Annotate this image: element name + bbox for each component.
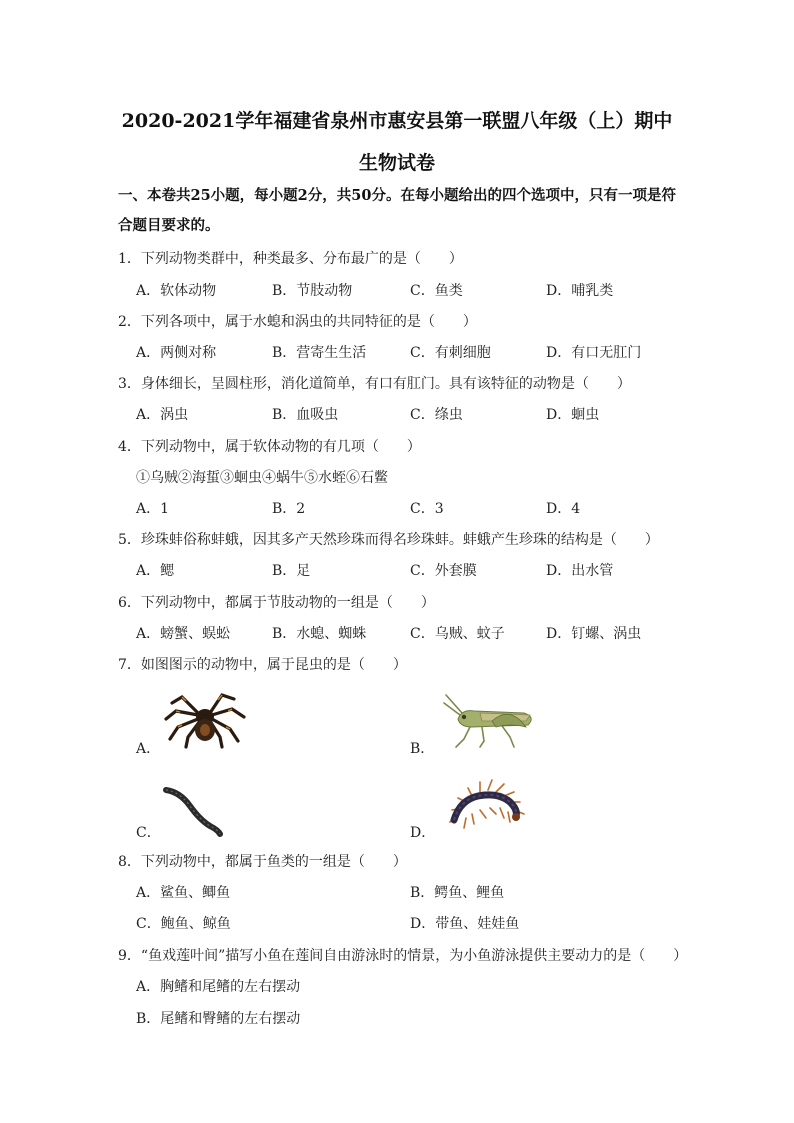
page-subtitle: 生物试卷 xyxy=(358,152,435,174)
question-1: 1．下列动物类群中，种类最多、分布最广的是（ ） xyxy=(118,251,463,267)
question-6: 6．下列动物中，都属于节肢动物的一组是（ ） xyxy=(118,595,435,611)
q2-option-d: D．有口无肛门 xyxy=(546,345,642,361)
q8-option-a: A．鲨鱼、鲫鱼 xyxy=(136,885,231,901)
q1-option-c: C．鱼类 xyxy=(410,283,463,299)
q9-option-a: A．胸鳍和尾鳍的左右摆动 xyxy=(136,979,301,995)
question-5: 5．珍珠蚌俗称蚌蛾，因其多产天然珍珠而得名珍珠蚌。蚌蛾产生珍珠的结构是（ ） xyxy=(118,532,659,548)
question-2: 2．下列各项中，属于水螅和涡虫的共同特征的是（ ） xyxy=(118,314,477,330)
q6-option-a: A．螃蟹、蜈蚣 xyxy=(136,626,231,642)
q4-option-a: A．1 xyxy=(136,501,170,517)
q1-option-b: B．节肢动物 xyxy=(272,283,353,299)
q8-option-d: D．带鱼、娃娃鱼 xyxy=(410,916,520,932)
worm-icon xyxy=(160,784,226,838)
q7-option-c: C． xyxy=(136,825,161,841)
q4-items: ①乌贼②海蜇③蛔虫④蜗牛⑤水蛭⑥石鳖 xyxy=(136,470,388,486)
q8-option-b: B．鳄鱼、鲤鱼 xyxy=(410,885,505,901)
q9-option-b: B．尾鳍和臀鳍的左右摆动 xyxy=(136,1011,301,1027)
spider-icon xyxy=(158,683,250,749)
q3-option-d: D．蛔虫 xyxy=(546,407,600,423)
q3-option-a: A．涡虫 xyxy=(136,407,189,423)
q5-option-d: D．出水管 xyxy=(546,563,614,579)
q7-option-d: D． xyxy=(410,825,436,841)
q5-option-b: B．足 xyxy=(272,563,311,579)
page-title: 2020-2021学年福建省泉州市惠安县第一联盟八年级（上）期中 xyxy=(121,110,673,132)
q2-option-a: A．两侧对称 xyxy=(136,345,217,361)
q7-option-b: B． xyxy=(410,741,435,757)
q6-option-d: D．钉螺、涡虫 xyxy=(546,626,642,642)
question-4: 4．下列动物中，属于软体动物的有几项（ ） xyxy=(118,439,421,455)
q5-option-a: A．鳃 xyxy=(136,563,175,579)
section-instructions: 一、本卷共25小题，每小题2分，共50分。在每小题给出的四个选项中，只有一项是符合题目要求的。 xyxy=(118,187,676,234)
q2-option-b: B．营寄生生活 xyxy=(272,345,367,361)
q1-option-a: A．软体动物 xyxy=(136,283,217,299)
question-7: 7．如图图示的动物中，属于昆虫的是（ ） xyxy=(118,657,407,673)
question-8: 8．下列动物中，都属于鱼类的一组是（ ） xyxy=(118,854,407,870)
q6-option-c: C．乌贼、蚊子 xyxy=(410,626,505,642)
question-3: 3．身体细长，呈圆柱形，消化道简单，有口有肛门。具有该特征的动物是（ ） xyxy=(118,376,631,392)
centipede-icon xyxy=(438,770,532,830)
q4-option-b: B．2 xyxy=(272,501,306,517)
grasshopper-icon xyxy=(440,693,538,749)
q4-option-c: C．3 xyxy=(410,501,444,517)
question-9: 9．“鱼戏莲叶间”描写小鱼在莲间自由游泳时的情景，为小鱼游泳提供主要动力的是（ ） xyxy=(118,948,688,964)
q5-option-c: C．外套膜 xyxy=(410,563,477,579)
q4-option-d: D．4 xyxy=(546,501,581,517)
q3-option-b: B．血吸虫 xyxy=(272,407,339,423)
q1-option-d: D．哺乳类 xyxy=(546,283,614,299)
q8-option-c: C．鲍鱼、鲸鱼 xyxy=(136,916,231,932)
q3-option-c: C．绦虫 xyxy=(410,407,463,423)
q7-option-a: A． xyxy=(136,741,161,757)
q2-option-c: C．有刺细胞 xyxy=(410,345,491,361)
q6-option-b: B．水螅、蜘蛛 xyxy=(272,626,367,642)
